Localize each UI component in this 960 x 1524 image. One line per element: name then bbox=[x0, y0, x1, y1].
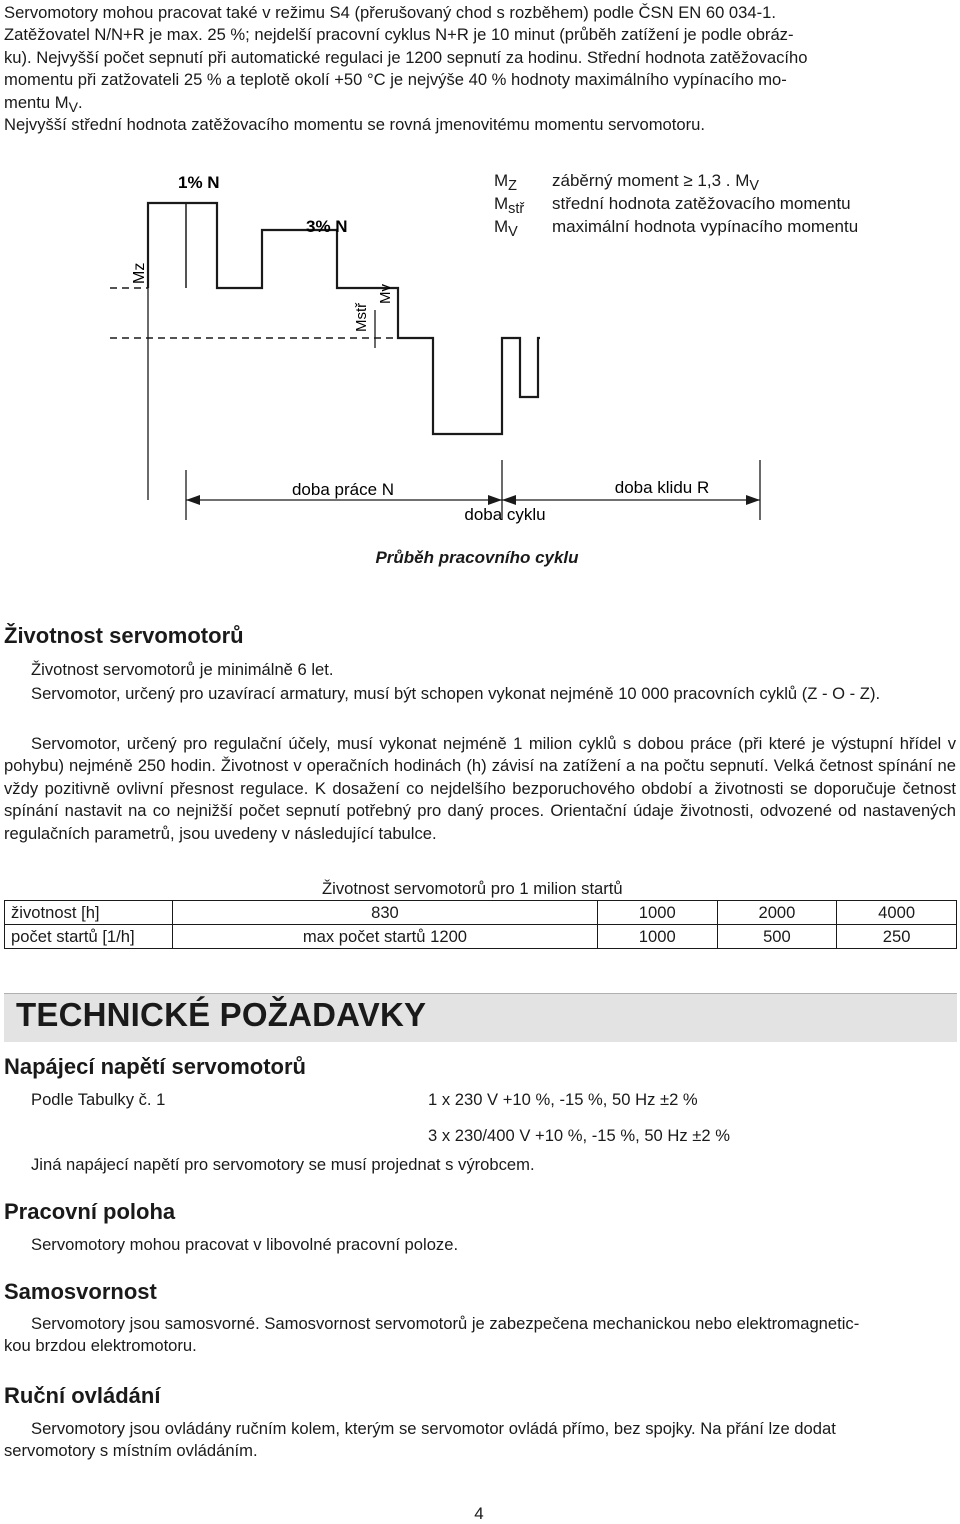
table-cell: počet startů [1/h] bbox=[5, 925, 173, 949]
table-cell: životnost [h] bbox=[5, 901, 173, 925]
label-3pct: 3% N bbox=[306, 217, 348, 236]
supply-three-phase: 3 x 230/400 V +10 %, -15 %, 50 Hz ±2 % bbox=[428, 1126, 730, 1145]
section-heading-selflock: Samosvornost bbox=[4, 1279, 157, 1304]
banner-title: TECHNICKÉ POŽADAVKY bbox=[16, 996, 427, 1033]
selflock-text: Servomotory jsou samosvorné. Samosvornost servomotorů je zabezpečena mechanickou nebo elektromagnetic- kou brzdou elektromotoru. bbox=[4, 1314, 860, 1356]
section-heading-position: Pracovní poloha bbox=[4, 1199, 176, 1224]
lifetime-p1: Životnost servomotorů je minimálně 6 let. bbox=[31, 660, 334, 679]
table-cell: max počet startů 1200 bbox=[173, 925, 598, 949]
section-heading-manual: Ruční ovládání bbox=[4, 1383, 161, 1408]
table-cell: 1000 bbox=[597, 925, 717, 949]
intro-line-6: Nejvyšší střední hodnota zatěžovacího momentu se rovná jmenovitému momentu servomotoru. bbox=[4, 115, 705, 135]
table-cell: 500 bbox=[717, 925, 837, 949]
table-row bbox=[5, 925, 957, 949]
supply-single-phase: 1 x 230 V +10 %, -15 %, 50 Hz ±2 % bbox=[428, 1090, 698, 1109]
intro-line-5: mentu $M_V$. bbox=[4, 92, 83, 115]
position-text: Servomotory mohou pracovat v libovolné pracovní poloze. bbox=[31, 1235, 459, 1254]
rest-arrow-left bbox=[502, 495, 516, 505]
supply-other: Jiná napájecí napětí pro servomotory se musí projednat s výrobcem. bbox=[31, 1155, 535, 1174]
intro-line-4: momentu při zatžovateli 25 % a teplotě okolí +50 °C je nejvýše 40 % hodnoty maximálního vypínacího mo- bbox=[4, 70, 787, 90]
work-arrow-left bbox=[186, 495, 200, 505]
load-waveform bbox=[148, 203, 540, 434]
label-1pct: 1% N bbox=[178, 173, 220, 192]
intro-paragraph bbox=[4, 2, 956, 136]
page-number: 4 bbox=[474, 1504, 484, 1523]
label-work-time: doba práce N bbox=[291, 480, 395, 499]
rest-arrow-right bbox=[746, 495, 760, 505]
table-row bbox=[5, 901, 957, 925]
tech-requirements-banner bbox=[4, 993, 957, 1042]
section-heading-lifetime: Životnost servomotorů bbox=[4, 623, 244, 648]
table-cell: 4000 bbox=[837, 901, 957, 925]
table-title: Životnost servomotorů pro 1 milion startů bbox=[322, 879, 623, 898]
table-cell: 250 bbox=[837, 925, 957, 949]
work-arrow-right bbox=[488, 495, 502, 505]
intro-line-1: Servomotory mohou pracovat také v režimu S4 (přerušovaný chod s rozběhem) podle ČSN EN 60 034-1. bbox=[4, 3, 776, 22]
lifetime-table bbox=[4, 900, 957, 949]
table-cell: 2000 bbox=[717, 901, 837, 925]
lifetime-p3: Servomotor, určený pro regulační účely, musí vykonat nejméně 1 milion cyklů s dobou práce (při které je výstupní hřídel v pohybu) nejméně 250 hodin. Životnost v operačních hodinách (h) závisí na zatížení a na počtu sepnutí. Velká četnost spínání ne vždy pozitivně ovlivní přesnost regulace. K dosažení co nejdelšího bezporuchového období a životnosti se doporučuje četnost spínání nastavit na co nejnižší počet sepnutí potřebný pro daný proces. Orientační údaje životnosti, odvozené od nastavených regulačních parametrů, jsou uvedeny v následující tabulce. bbox=[4, 734, 956, 843]
lifetime-p2: Servomotor, určený pro uzavírací armatury, musí být schopen vykonat nejméně 10 000 pracovních cyklů (Z - O - Z). bbox=[31, 684, 881, 703]
table-cell: 830 bbox=[173, 901, 598, 925]
diagram-caption: Průběh pracovního cyklu bbox=[375, 548, 579, 567]
label-cycle-time: doba cyklu bbox=[464, 505, 546, 524]
label-rest-time: doba klidu R bbox=[614, 478, 710, 497]
manual-text: Servomotory jsou ovládány ručním kolem, kterým se servomotor ovládá přímo, bez spojky. Na přání lze dodat servomotory s místním ovládáním. bbox=[4, 1419, 836, 1461]
label-mstr: Mstř bbox=[353, 302, 370, 332]
table-cell: 1000 bbox=[597, 901, 717, 925]
intro-line-3: ku). Nejvyšší počet sepnutí při automatické regulaci je 1200 sepnutí za hodinu. Střední hodnota zatěžovacího bbox=[4, 47, 808, 67]
label-mz: Mz bbox=[131, 262, 148, 284]
section-heading-supply: Napájecí napětí servomotorů bbox=[4, 1054, 306, 1079]
supply-label: Podle Tabulky č. 1 bbox=[31, 1090, 166, 1109]
intro-line-2: Zatěžovatel N/N+R je max. 25 %; nejdelší pracovní cyklus N+R je 10 minut (průběh zatížení je podle obráz- bbox=[4, 25, 794, 45]
label-mv: Mv bbox=[377, 284, 394, 304]
work-cycle-diagram: 1% N 3% N Mz Mstř Mv doba práce N doba klidu R doba cyklu $M_Z$ záběrný moment ≥ 1,3 . $M_V$ $M_{stř}$ střední hodnota zatěžovacího momentu $M_V$ maximální hodnota vypínacího momentu bbox=[0, 160, 960, 540]
